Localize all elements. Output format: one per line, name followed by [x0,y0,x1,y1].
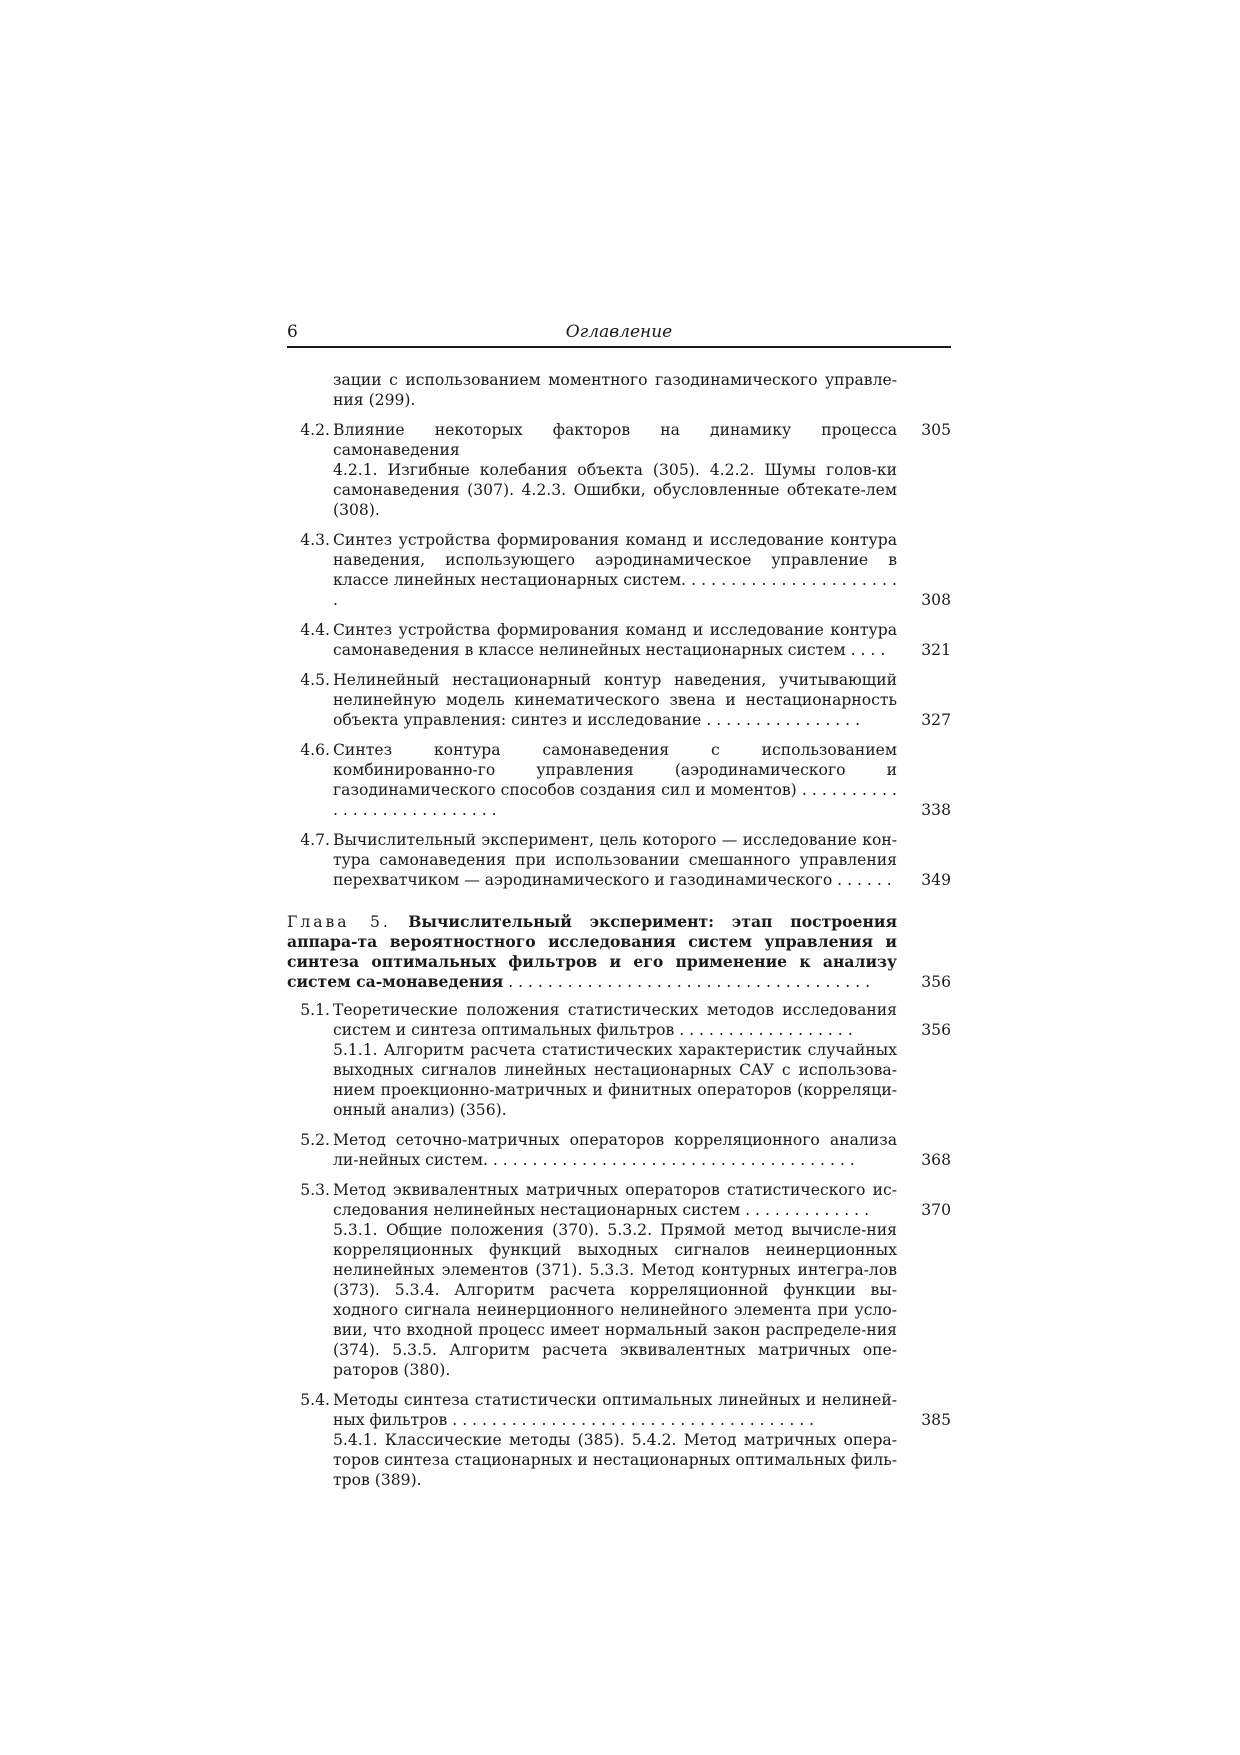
entry-title: Нелинейный нестационарный контур наведения, учитывающий нелинейную модель кинематического звена и нестационарность объекта управления: синтез и исследование . . . . . . . . . . . . . . . . [333,671,897,729]
toc-entry-5-2[interactable] [287,1130,951,1170]
entry-number: 5.2. [300,1131,330,1149]
entry-page: 385 [921,1411,951,1429]
toc-entry-4-5[interactable] [287,670,951,730]
entry-title: Метод эквивалентных матричных операторов статистического ис-следования нелинейных нестационарных систем . . . . . . . . . . . . . [333,1181,897,1219]
entry-page: 308 [921,591,951,609]
entry-number: 5.1. [300,1001,330,1019]
entry-number: 4.7. [300,831,330,849]
entry-number: 5.4. [300,1391,330,1409]
entry-number: 4.5. [300,671,330,689]
entry-subsections: 5.1.1. Алгоритм расчета статистических характеристик случайных выходных сигналов линейных нестационарных САУ с использова-нием проекционно-матричных и финитных операторов (корреляци-онный анализ) (356). [333,1041,897,1119]
entry-page: 370 [921,1201,951,1219]
running-head [287,322,951,348]
entry-subsections: 5.3.1. Общие положения (370). 5.3.2. Прямой метод вычисле-ния корреляционных функций выходных сигналов неинерционных нелинейных элементов (371). 5.3.3. Метод контурных интегра-лов (373). 5.3.4. Алгоритм расчета корреляционной функции вы-ходного сигнала неинерционного нелинейного элемента при усло-вии, что входной процесс имеет нормальный закон распределе-ния (374). 5.3.5. Алгоритм расчета эквивалентных матричных опе-раторов (380). [333,1221,897,1379]
entry-page: 321 [921,641,951,659]
chapter-label: Глава 5. [287,913,391,931]
entry-page: 338 [921,801,951,819]
entry-title: Влияние некоторых факторов на динамику процесса самонаведения [333,421,897,459]
chapter-page: 356 [921,973,951,991]
book-page [287,322,951,1500]
entry-title: Синтез устройства формирования команд и исследование контура самонаведения в классе нелинейных нестационарных систем . . . . [333,621,897,659]
toc-entry-4-2[interactable] [287,420,951,520]
toc-entry-5-1[interactable] [287,1000,951,1120]
entry-subsections: 4.2.1. Изгибные колебания объекта (305). 4.2.2. Шумы голов-ки самонаведения (307). 4.2.3. Ошибки, обусловленные обтекате-лем (308). [333,461,897,519]
toc-chapter-5[interactable] [287,912,951,992]
chapter-title: Вычислительный эксперимент: этап построения аппара-та вероятностного исследования систем управления и синтеза оптимальных фильтров и его применение к анализу систем са-монаведения [287,912,897,991]
entry-number: 5.3. [300,1181,330,1199]
chapter-heading [287,912,897,992]
toc-entry-4-7[interactable] [287,830,951,890]
toc-entry-4-4[interactable] [287,620,951,660]
entry-page: 349 [921,871,951,889]
entry-number: 4.3. [300,531,330,549]
toc-entry-5-3[interactable] [287,1180,951,1380]
toc-entry-4-3[interactable] [287,530,951,610]
entry-page: 327 [921,711,951,729]
toc-continuation: зации с использованием моментного газодинамического управле-ния (299). [333,371,897,409]
entry-title: Методы синтеза статистически оптимальных линейных и нелиней-ных фильтров . . . . . . . . . . . . . . . . . . . . . . . . . . . . . . . . . . . . . [333,1391,897,1429]
entry-subsections: 5.4.1. Классические методы (385). 5.4.2. Метод матричных опера-торов синтеза стационарных и нестационарных оптимальных филь-тров (389). [333,1431,897,1489]
entry-page: 356 [921,1021,951,1039]
entry-number: 4.6. [300,741,330,759]
entry-title: Метод сеточно-матричных операторов корреляционного анализа ли-нейных систем. . . . . . . . . . . . . . . . . . . . . . . . . . . . . . . . . . . . . . [333,1131,897,1169]
toc-entry-5-4[interactable] [287,1390,951,1490]
entry-number: 4.2. [300,421,330,439]
chapter-leader-dots: . . . . . . . . . . . . . . . . . . . . . . . . . . . . . . . . . . . . . [508,973,871,991]
entry-title: Вычислительный эксперимент, цель которого — исследование кон-тура самонаведения при использовании смешанного управления перехватчиком — аэродинамического и газодинамического . . . . . . [333,831,897,889]
running-title: Оглавление [565,322,673,342]
entry-number: 4.4. [300,621,330,639]
entry-title: Теоретические положения статистических методов исследования систем и синтеза оптимальных фильтров . . . . . . . . . . . . . . . . . . [333,1001,897,1039]
toc-entry-4-6[interactable] [287,740,951,820]
toc-body [287,370,951,1490]
page-number: 6 [287,322,298,342]
entry-title: Синтез устройства формирования команд и исследование контура наведения, использующего аэродинамическое управление в классе линейных нестационарных систем. . . . . . . . . . . . . . . . . . . . . . . [333,531,897,609]
entry-page: 368 [921,1151,951,1169]
entry-title: Синтез контура самонаведения с использованием комбинированно-го управления (аэродинамического и газодинамического способов создания сил и моментов) . . . . . . . . . . . . . . . . . . . . . . . . . . . [333,741,897,819]
entry-page: 305 [921,421,951,439]
